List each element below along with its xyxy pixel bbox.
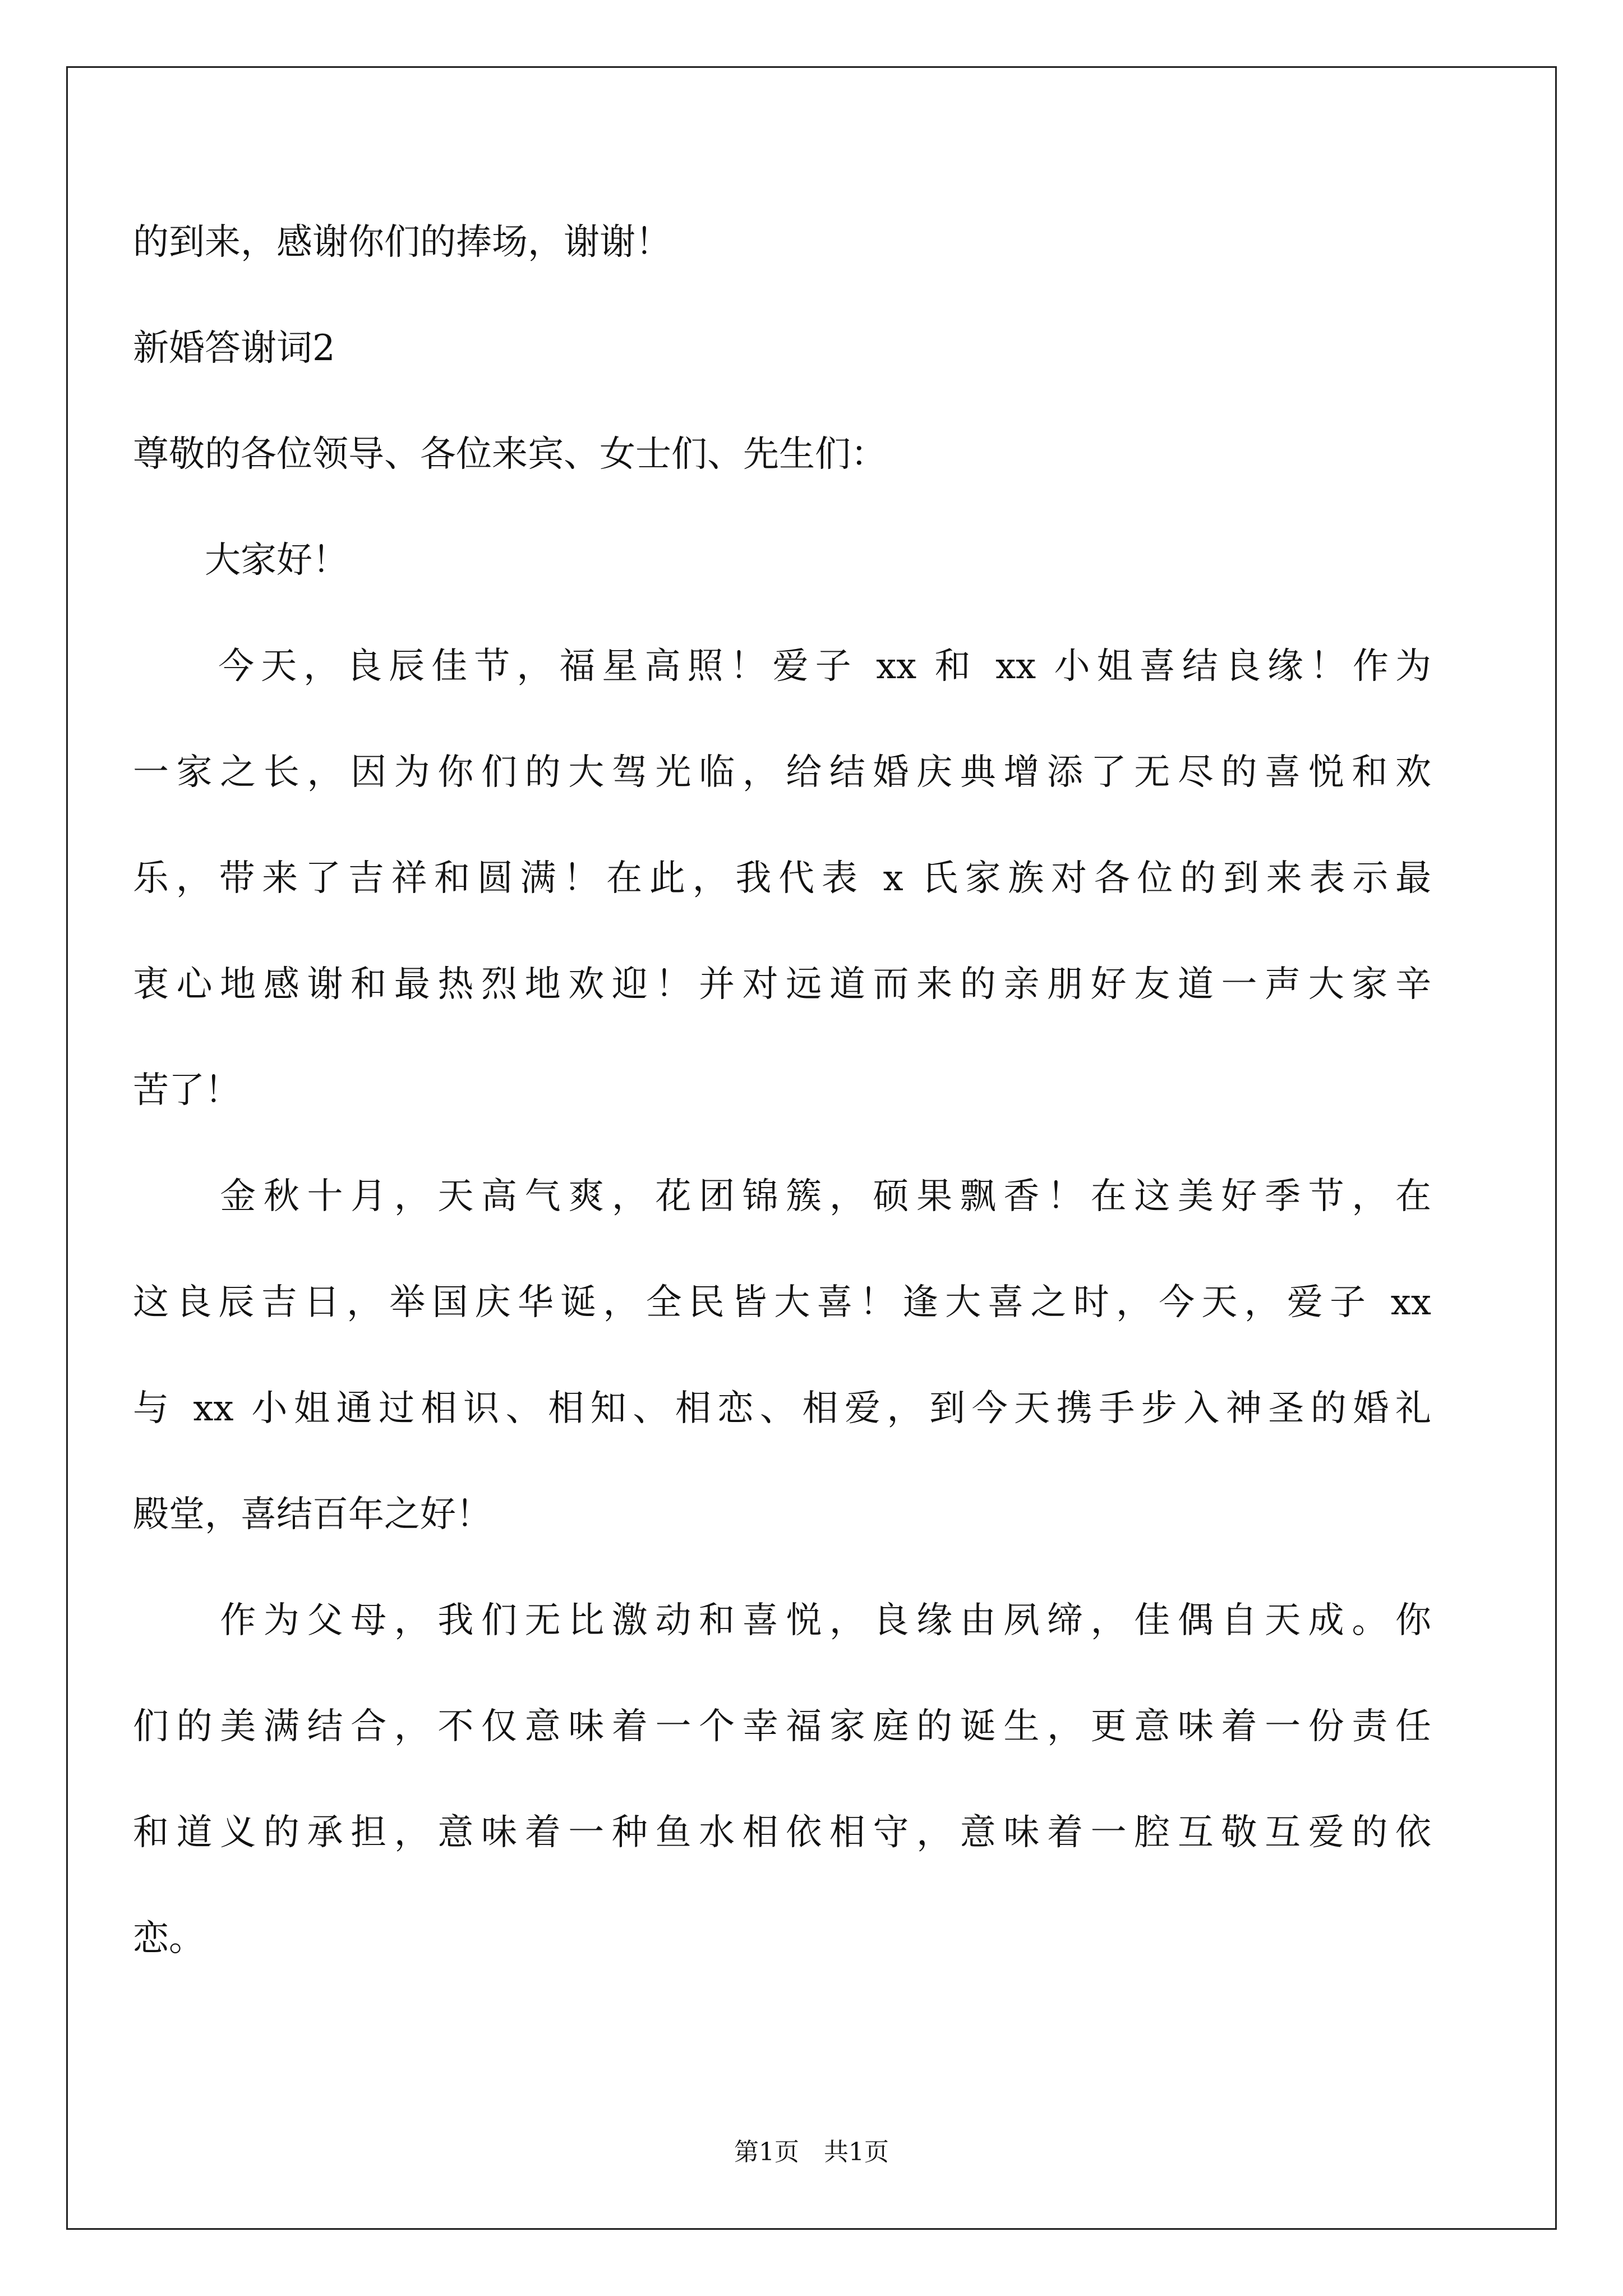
text-line: 与 xx 小姐通过相识、相知、相恋、相爱，到今天携手步入神圣的婚礼 — [133, 1388, 1431, 1429]
page-border — [66, 66, 1557, 2230]
text-line: 作为父母，我们无比激动和喜悦，良缘由夙缔，佳偶自天成。你 — [133, 1600, 1431, 1641]
text-line: 和道义的承担，意味着一种鱼水相依相守，意味着一腔互敬互爱的依 — [133, 1812, 1431, 1853]
text-line: 殿堂，喜结百年之好！ — [133, 1494, 492, 1535]
section-heading: 新婚答谢词2 — [133, 328, 335, 369]
text-line: 衷心地感谢和最热烈地欢迎！并对远道而来的亲朋好友道一声大家辛 — [133, 964, 1431, 1005]
text-line: 今天，良辰佳节，福星高照！爱子 xx 和 xx 小姐喜结良缘！作为 — [133, 646, 1431, 687]
page-number-footer: 第1页 共1页 — [734, 2138, 889, 2166]
text-line: 一家之长，因为你们的大驾光临，给结婚庆典增添了无尽的喜悦和欢 — [133, 752, 1431, 793]
text-line: 恋。 — [133, 1918, 205, 1959]
text-line: 乐，带来了吉祥和圆满！在此，我代表 x 氏家族对各位的到来表示最 — [133, 858, 1431, 899]
text-line: 金秋十月，天高气爽，花团锦簇，硕果飘香！在这美好季节，在 — [133, 1176, 1431, 1217]
text-line: 这良辰吉日，举国庆华诞，全民皆大喜！逢大喜之时，今天，爱子 xx — [133, 1282, 1431, 1323]
greeting-line: 大家好！ — [133, 540, 348, 581]
text-line: 们的美满结合，不仅意味着一个幸福家庭的诞生，更意味着一份责任 — [133, 1706, 1431, 1747]
text-line: 苦了！ — [133, 1070, 241, 1111]
text-line: 的到来，感谢你们的捧场，谢谢！ — [133, 222, 671, 263]
salutation-line: 尊敬的各位领导、各位来宾、女士们、先生们： — [133, 434, 887, 475]
